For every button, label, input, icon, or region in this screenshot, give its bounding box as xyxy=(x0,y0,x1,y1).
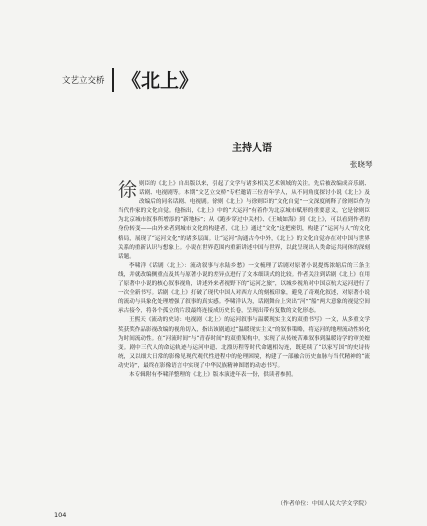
page-number: 104 xyxy=(54,511,67,519)
drop-cap: 徐 xyxy=(118,179,138,201)
paragraph-1 xyxy=(118,180,370,262)
article-body xyxy=(118,180,370,380)
column-title: 《北上》 xyxy=(122,70,199,92)
host-heading: 主持人语 xyxy=(232,143,272,154)
paragraph-3: 王熙天《流动的史诗：电视剧〈北上〉的运河叙事与温暖现实主义的双重书写》一文，从多重文学奖获奖作品影视改编的视角切入，指出该剧通过“温暖现实主义”的叙事策略，将运河的地理流动性转化为时间流动性。在“河流时间”与“青春时间”的双重架构中，实现了从传统苦难叙事到温暖诗学的审美嬗变。剧中三代人的命运轨迹与运河申遗、北漂历程等时代命题相勾连，既延续了“以家写国”的史诗传统，又以细大日常的影像见现代观代性进程中的伦理困境，构建了一部融合历史血脉与当代精神的“流动史诗”，最终在影像语言中实现了中华民族精神图谱的动态书写。 xyxy=(118,317,370,369)
paragraph-2: 李啸洋《话剧〈北上〉：流动叙事与水陆乡愁》一文梳理了话剧对原著小说提炼浓缩后的三条主线，并就改编侧重点及其与原著小说的差异点进行了文本细读式的比较。作者关注到话剧《北上》在用了原著中小说的核心叙事视角，讲述外来者视野下的“运河之旅”，以城乡视角对中国京杭大运河进行了一次全新书写。话剧《北上》打破了现代中国人对西方人的刻板印象，避免了奇观化叙述，对原著小说的流动与具象化处理增强了叙事的真实感。李啸洋认为，话剧舞台上突出“河”“船”两大意象的视觉空间承古接今，将各个孤立的片段最终连接成历史长卷，呈现出带有复数的文化形态。 xyxy=(118,262,370,315)
header-divider xyxy=(112,68,114,92)
paragraph-1-text: 则臣的《北上》自出版以来，引起了文学与诸多相关艺术领域的关注。先后被改编成音乐剧、话剧、电视剧等。本期“文艺立交桥”专栏邀请三位青年学人，从不同角度探讨小说《北上》及改编后的同名话剧、电视剧。徐则《北上》与徐则臣的“文化自觉”一文深度阐释了徐则臣作为当代作家的文化自觉。他指出，《北上》中的“大运河”有着作为北京城市赋形的重要意义，它是徐则臣为北京城市叙事所增添的“新地标”；从《跑步穿过中关村》、《王城如海》到《北上》，可以看到作者的身份转变——由外来者到城市文化的构建者，《北上》通过“文化”这把密钥，构建了“运河与人”的文化格局，展现了“运河文化”的诸多层面。让“运河”沟通古今中外，《北上》的文化自觉亦在对中国与世界关系的重新认识与想象上。小说在世界范围内重新讲述中国与世界，以此呈现出人类命运共同体的深刻话题。 xyxy=(118,181,370,260)
author-affiliation: （作者单位：中国人民大学文学院） xyxy=(277,501,370,507)
host-author: 张晓琴 xyxy=(350,160,373,169)
paragraph-4: 本专辑附有李啸洋整理的《北上》版本演进年表一份，供读者参照。 xyxy=(129,371,297,378)
section-label: 文艺立交桥 xyxy=(62,76,105,86)
